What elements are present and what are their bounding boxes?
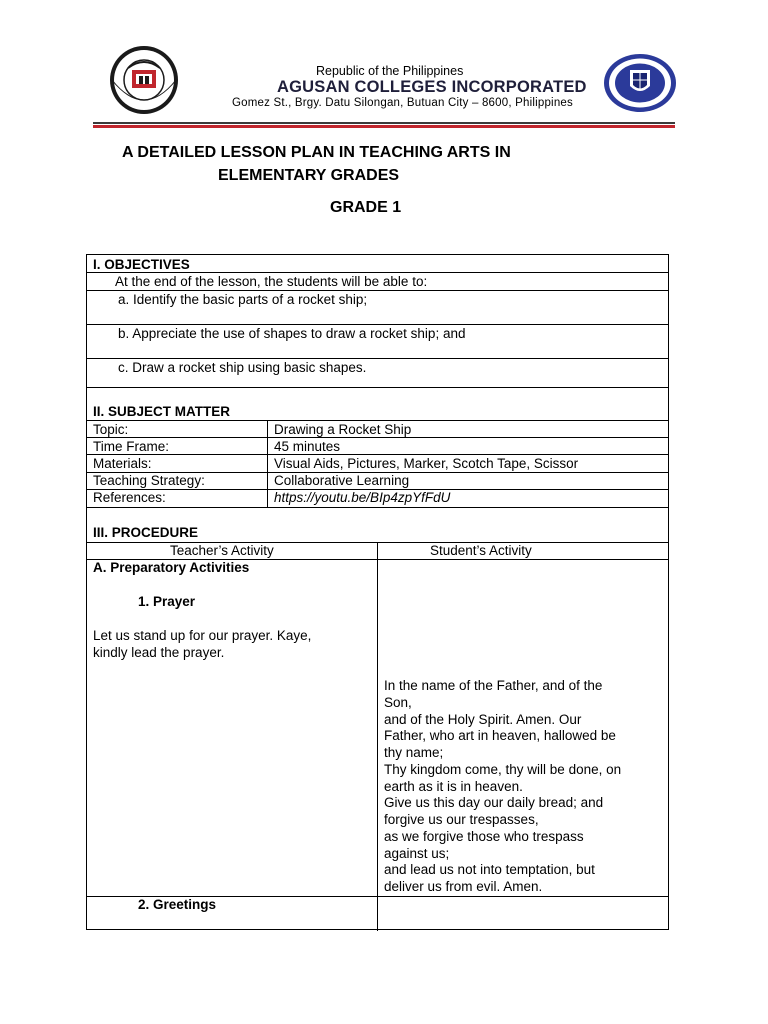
subject-label-strategy: Teaching Strategy: [93,473,205,488]
subject-value-materials: Visual Aids, Pictures, Marker, Scotch Tape, Scissor [274,456,579,471]
department-seal-logo [603,53,677,113]
objective-item: c. Draw a rocket ship using basic shapes. [118,360,367,375]
document-title-line-2: ELEMENTARY GRADES [218,167,400,184]
lesson-plan-table [86,254,669,930]
header-divider-dark [93,122,675,124]
prayer-heading: 1. Prayer [138,594,196,609]
teacher-prayer-line: Let us stand up for our prayer. Kaye, [93,628,312,643]
prayer-line: Father, who art in heaven, hallowed be [384,728,616,743]
prayer-line: Son, [384,695,412,710]
subject-label-topic: Topic: [93,422,129,437]
subject-matter-heading: II. SUBJECT MATTER [93,404,231,419]
subject-value-references-link[interactable]: https://youtu.be/BIp4zpYfFdU [274,490,451,505]
prayer-line: forgive us our trespasses, [384,812,539,827]
header-divider-red [93,125,675,128]
subject-label-references: References: [93,490,166,505]
prayer-line: In the name of the Father, and of the [384,678,603,693]
subject-value-topic: Drawing a Rocket Ship [274,422,412,437]
preparatory-activities-heading: A. Preparatory Activities [93,560,250,575]
subject-label-time-frame: Time Frame: [93,439,170,454]
prayer-line: deliver us from evil. Amen. [384,879,543,894]
objectives-heading: I. OBJECTIVES [93,257,190,272]
prayer-line: earth as it is in heaven. [384,779,523,794]
objective-item: a. Identify the basic parts of a rocket ship; [118,292,368,307]
prayer-line: thy name; [384,745,444,760]
prayer-line: and lead us not into temptation, but [384,862,595,877]
college-seal-logo [98,44,190,116]
teacher-prayer-line: kindly lead the prayer. [93,645,225,660]
prayer-line: Thy kingdom come, thy will be done, on [384,762,622,777]
prayer-line: against us; [384,846,450,861]
header-republic: Republic of the Philippines [316,64,464,78]
document-title-line-1: A DETAILED LESSON PLAN IN TEACHING ARTS IN [122,144,511,161]
column-header-teacher: Teacher’s Activity [170,543,274,558]
header-school-name: AGUSAN COLLEGES INCORPORATED [277,78,587,96]
greetings-heading: 2. Greetings [138,897,217,912]
column-header-student: Student’s Activity [430,543,532,558]
procedure-heading: III. PROCEDURE [93,525,199,540]
objective-item: b. Appreciate the use of shapes to draw a rocket ship; and [118,326,466,341]
header-address: Gomez St., Brgy. Datu Silongan, Butuan City – 8600, Philippines [232,97,573,109]
subject-label-materials: Materials: [93,456,152,471]
subject-value-time-frame: 45 minutes [274,439,341,454]
prayer-line: Give us this day our daily bread; and [384,795,604,810]
subject-value-strategy: Collaborative Learning [274,473,410,488]
objectives-intro: At the end of the lesson, the students will be able to: [115,274,428,289]
prayer-line: and of the Holy Spirit. Amen. Our [384,712,582,727]
prayer-line: as we forgive those who trespass [384,829,584,844]
grade-level-title: GRADE 1 [330,199,402,216]
